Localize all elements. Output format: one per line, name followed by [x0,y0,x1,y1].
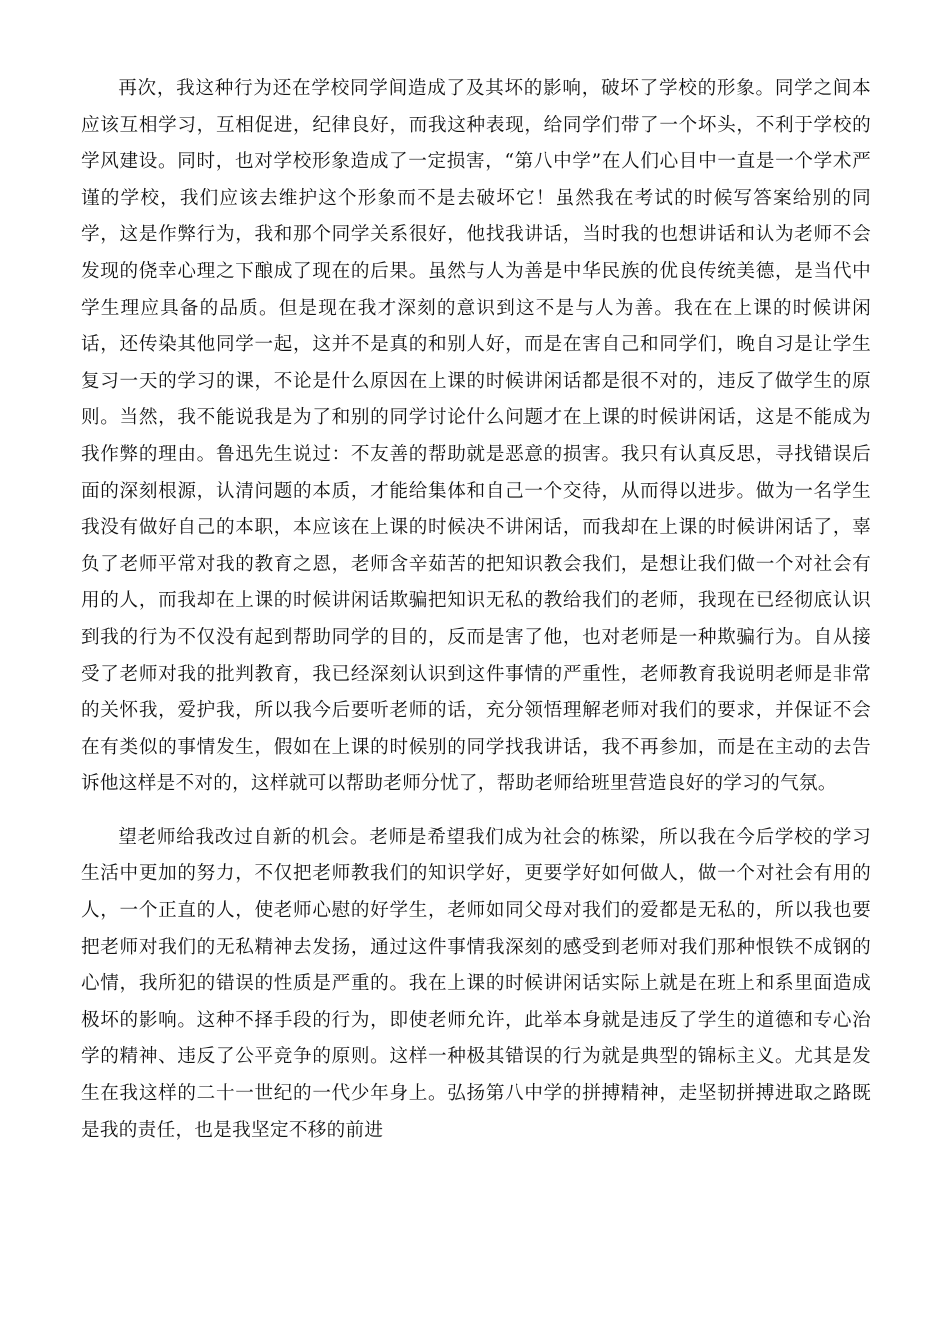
document-page [81,71,871,1149]
paragraph-2: 望老师给我改过自新的机会。老师是希望我们成为社会的栋梁，所以我在今后学校的学习生活中更加的努力，不仅把老师教我们的知识学好，更要学好如何做人，做一个对社会有用的人，一个正直的人，使老师心慰的好学生，老师如同父母对我们的爱都是无私的，所以我也要把老师对我们的无私精神去发扬，通过这件事情我深刻的感受到老师对我们那种恨铁不成钢的心情，我所犯的错误的性质是严重的。我在上课的时候讲闲话实际上就是在班上和系里面造成极坏的影响。这种不择手段的行为，即使老师允许，此举本身就是违反了学生的道德和专心治学的精神、违反了公平竞争的原则。这样一种极其错误的行为就是典型的锦标主义。尤其是发生在我这样的二十一世纪的一代少年身上。弘扬第八中学的拼搏精神，走坚韧拼搏进取之路既是我的责任，也是我坚定不移的前进 [81,826,871,1141]
paragraph-1: 再次，我这种行为还在学校同学间造成了及其坏的影响，破坏了学校的形象。同学之间本应该互相学习，互相促进，纪律良好，而我这种表现，给同学们带了一个坏头，不利于学校的学风建设。同时，也对学校形象造成了一定损害，“第八中学”在人们心目中一直是一个学术严谨的学校，我们应该去维护这个形象而不是去破坏它！虽然我在考试的时候写答案给别的同学，这是作弊行为，我和那个同学关系很好，他找我讲话，当时我的也想讲话和认为老师不会发现的侥幸心理之下酿成了现在的后果。虽然与人为善是中华民族的优良传统美德，是当代中学生理应具备的品质。但是现在我才深刻的意识到这不是与人为善。我在在上课的时候讲闲话，还传染其他同学一起，这并不是真的和别人好，而是在害自己和同学们，晚自习是让学生复习一天的学习的课，不论是什么原因在上课的时候讲闲话都是很不对的，违反了做学生的原则。当然，我不能说我是为了和别的同学讨论什么问题才在上课的时候讲闲话，这是不能成为我作弊的理由。鲁迅先生说过：不友善的帮助就是恶意的损害。我只有认真反思，寻找错误后面的深刻根源，认清问题的本质，才能给集体和自己一个交待，从而得以进步。做为一名学生我没有做好自己的本职，本应该在上课的时候决不讲闲话，而我却在上课的时候讲闲话了，辜负了老师平常对我的教育之恩，老师含辛茹苦的把知识教会我们，是想让我们做一个对社会有用的人，而我却在上课的时候讲闲话欺骗把知识无私的教给我们的老师，我现在已经彻底认识到我的行为不仅没有起到帮助同学的目的，反而是害了他，也对老师是一种欺骗行为。自从接受了老师对我的批判教育，我已经深刻认识到这件事情的严重性，老师教育我说明老师是非常的关怀我，爱护我，所以我今后要听老师的话，充分领悟理解老师对我们的要求，并保证不会在有类似的事情发生，假如在上课的时候别的同学找我讲话，我不再参加，而是在主动的去告诉他这样是不对的，这样就可以帮助老师分忧了，帮助老师给班里营造良好的学习的气氛。 [81,78,871,795]
